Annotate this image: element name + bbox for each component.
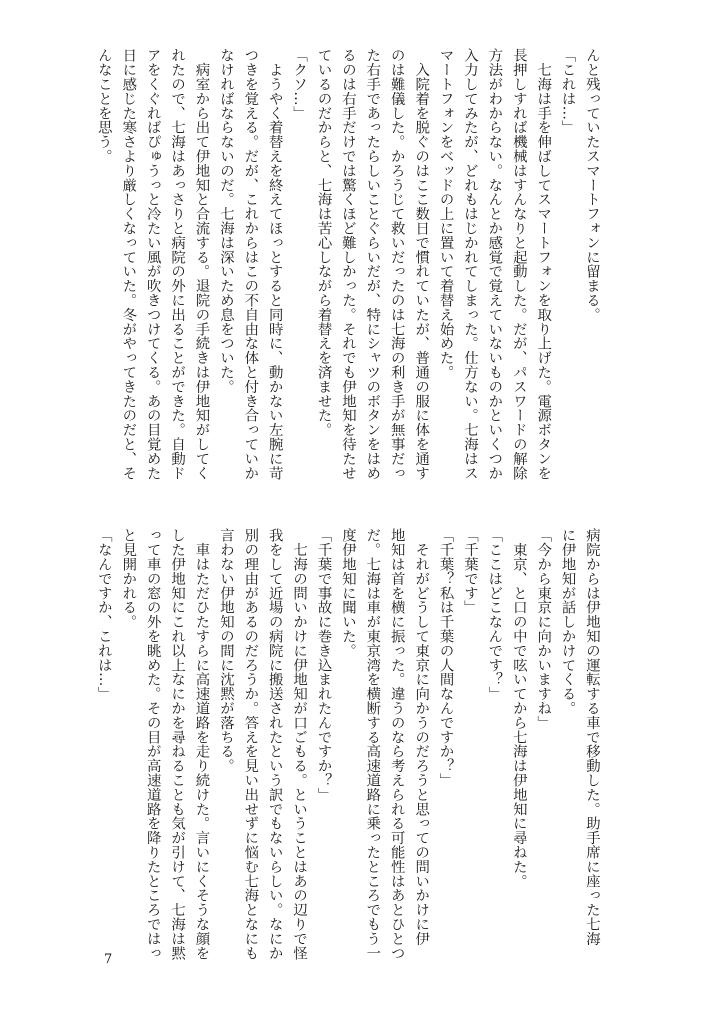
text-line: アをくぐればぴゅうっと冷たい風が吹きつけてくる。あの目覚めた xyxy=(144,48,161,480)
text-line: 「今から東京に向かいますね」 xyxy=(535,528,552,730)
text-line: 病院からは伊地知の運転する車で移動した。助手席に座った七海 xyxy=(584,528,600,946)
text-line: んと残っていたスマートフォンに留まる。 xyxy=(584,48,600,322)
text-line: 日に感じた寒さより厳しくなっていた。冬がやってきたのだと、そ xyxy=(120,48,137,480)
text-line: マートフォンをベッドの上に置いて着替え始めた。 xyxy=(437,48,454,380)
text-line: 入院着を脱ぐのはここ数日で慣れていたが、普通の服に体を通す xyxy=(413,48,430,480)
text-line: 病室から出て伊地知と合流する。退院の手続きは伊地知がしてく xyxy=(193,48,210,480)
text-line: した伊地知にこれ以上なにかを尋ねることも気が引けて、七海は黙 xyxy=(169,528,186,960)
text-line: だ。七海は車が東京湾を横断する高速道路に乗ったところでもう一 xyxy=(364,528,381,960)
text-line: なければならないのだ。七海は深いため息をついた。 xyxy=(217,48,234,394)
text-line: 「千葉で事故に巻き込まれたんですか？」 xyxy=(315,528,332,802)
text-line: 七海は手を伸ばしてスマートフォンを取り上げた。電源ボタンを xyxy=(535,48,552,480)
text-line: のは難儀した。かろうじて救いだったのは七海の利き手が無事だっ xyxy=(388,48,405,480)
text-line: と見開かれる。 xyxy=(120,528,137,629)
text-line: 言わない伊地知の間に沈黙が落ちる。 xyxy=(217,528,234,773)
text-line: 「千葉？私は千葉の人間なんですか？」 xyxy=(437,528,454,788)
text-line: それがどうして東京に向かうのだろうと思っての問いかけに伊 xyxy=(413,528,430,946)
text-line: つきを覚える。だが、これからはこの不自由な体と付き合っていか xyxy=(242,48,259,480)
text-line: 地知は首を横に振った。違うのなら考えられる可能性はあとひとつ xyxy=(388,528,405,960)
text-line: 「これは…」 xyxy=(559,48,576,135)
text-line: 「なんですか、これは…」 xyxy=(95,528,112,701)
text-line: ているのだからと、七海は苦心しながら着替えを済ませた。 xyxy=(315,48,332,437)
text-line: 我をして近場の病院に搬送されたという訳でもないらしい。なにか xyxy=(266,528,283,960)
text-line: 長押しすれば機械はすんなりと起動した。だが、パスワードの解除 xyxy=(510,48,527,480)
text-line: 方法がわからない。なんとか感覚で覚えていないものかといくつか xyxy=(486,48,503,480)
text-line: 車はただひたすらに高速道路を走り続けた。言いにくそうな顔を xyxy=(193,528,210,960)
text-line: 度伊地知に聞いた。 xyxy=(339,528,356,658)
text-line: ようやく着替えを終えてほっとすると同時に、動かない左腕に苛 xyxy=(266,48,283,480)
text-line: んなことを思う。 xyxy=(95,48,112,164)
text-line: に伊地知が話しかけてくる。 xyxy=(559,528,576,716)
text-line: 「ここはどこなんです？」 xyxy=(486,528,503,701)
text-block-top xyxy=(95,48,604,496)
text-line: 「クソ…」 xyxy=(291,48,308,120)
text-line: 「千葉です」 xyxy=(461,528,478,615)
text-line: って車の窓の外を眺めた。その目が高速道路を降りたところではっ xyxy=(144,528,161,960)
text-line: た右手であったらしいことぐらいだが、特にシャツのボタンをはめ xyxy=(364,48,381,480)
text-line: 東京、と口の中で呟いてから七海は伊地知に尋ねた。 xyxy=(510,528,527,888)
text-line: 別の理由があるのだろうか。答えを見い出せずに悩む七海となにも xyxy=(242,528,259,960)
text-block-bottom xyxy=(95,528,604,960)
text-line: れたので、七海はあっさりと病院の外に出ることができた。自動ド xyxy=(169,48,186,480)
text-line: 七海の問いかけに伊地知が口ごもる。ということはあの辺りで怪 xyxy=(291,528,308,960)
text-line: るのは右手だけでは驚くほど難しかった。それでも伊地知を待たせ xyxy=(339,48,356,480)
text-line: 入力してみたが、どれもはじかれてしまった。仕方ない。七海はス xyxy=(461,48,478,480)
page-number: 7 xyxy=(104,952,113,967)
